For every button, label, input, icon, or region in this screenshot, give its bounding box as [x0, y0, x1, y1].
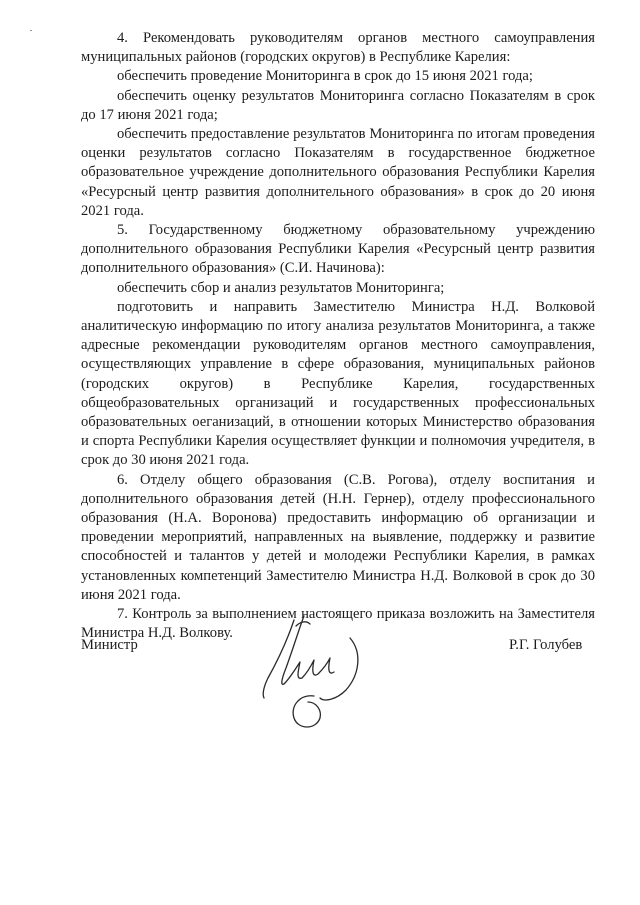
handwritten-signature [250, 598, 380, 748]
scan-speck [30, 30, 32, 31]
paragraph-item-5a: обеспечить сбор и анализ результатов Мониторинга; [117, 279, 445, 296]
paragraph-item-6: 6. Отделу общего образования (С.В. Рогова), отделу воспитания и дополнительного образования детей (Н.Н. Гернер), отделу профессионального образования (Н.А. Воронова) предоставить информацию об организации и проведении мероприятий, направленных на выявление, поддержку и развитие способностей и талантов у детей и молодежи Республики Карелия, в рамках установленных компетенций Заместителю Министра Н.Д. Волковой в срок до 30 июня 2021 года. [81, 471, 595, 603]
signatory-name: Р.Г. Голубев [509, 637, 583, 653]
paragraph-item-5: 5. Государственному бюджетному образовательному учреждению дополнительного образования Республики Карелия «Ресурсный центр развития дополнительного образования» (С.И. Начинова): [81, 222, 595, 277]
document-body [81, 29, 595, 644]
paragraph-item-4: 4. Рекомендовать руководителям органов местного самоуправления муниципальных районов (городских округов) в Республике Карелия: [81, 30, 595, 66]
signatory-title: Министр [81, 637, 138, 653]
paragraph-item-4b: обеспечить оценку результатов Мониторинга согласно Показателям в срок до 17 июня 2021 года; [81, 87, 595, 123]
paragraph-item-4c: обеспечить предоставление результатов Мониторинга по итогам проведения оценки результатов согласно Показателям в государственное бюджетное образовательное учреждение дополнительного образования Республики Карелия «Ресурсный центр развития дополнительного образования» в срок до 20 июня 2021 года. [81, 126, 595, 219]
paragraph-item-7: 7. Контроль за выполнением настоящего приказа возложить на Заместителя Министра Н.Д. Волкову. [81, 606, 595, 642]
paragraph-item-4a: обеспечить проведение Мониторинга в срок до 15 июня 2021 года; [117, 68, 533, 85]
paragraph-item-5b: подготовить и направить Заместителю Министра Н.Д. Волковой аналитическую информацию по итогу анализа результатов Мониторинга, а также адресные рекомендации руководителям органов местного самоуправления, осуществляющих управление в сфере образования, муниципальных районов (городских округов) в Республике Карелия, государственных общеобразовательных организаций и государственных профессиональных образовательных оеганизаций, в отношении которых Министерство образования и спорта Республики Карелия осуществляет функции и полномочия учредителя, в срок до 30 июня 2021 года. [81, 298, 595, 469]
